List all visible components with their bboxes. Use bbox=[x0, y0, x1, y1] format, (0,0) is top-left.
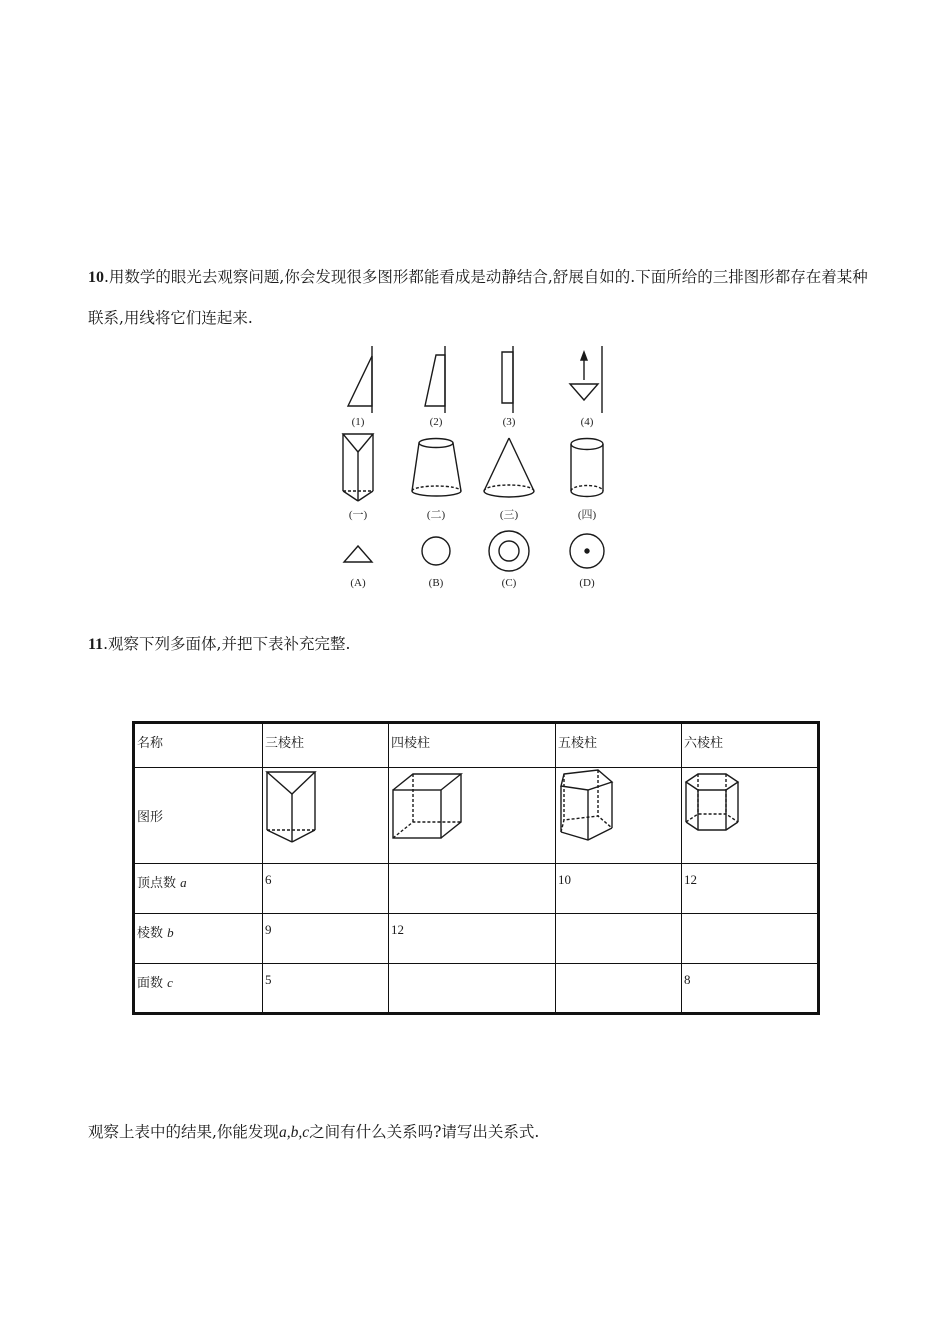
faces-label: 面数 bbox=[137, 976, 164, 991]
header-vertices bbox=[134, 864, 263, 914]
question-11-number: 11 bbox=[88, 636, 104, 653]
figure-solids-of-revolution bbox=[330, 340, 620, 595]
question-11 bbox=[88, 624, 350, 665]
final-question-vars: a,b,c bbox=[278, 1124, 310, 1141]
header-faces bbox=[134, 964, 263, 1014]
question-11-text: .观察下列多面体,并把下表补充完整. bbox=[103, 635, 351, 653]
solid-frustum bbox=[412, 439, 461, 497]
pentagonal-prism-drawing bbox=[558, 768, 678, 860]
table-row-names bbox=[134, 723, 819, 768]
label-c: (C) bbox=[501, 577, 517, 589]
figure-3-rectangle-axis bbox=[502, 346, 513, 413]
cube-drawing bbox=[391, 768, 551, 860]
faces-var: c bbox=[167, 975, 173, 990]
solid-cone bbox=[484, 438, 534, 497]
edges-label: 棱数 bbox=[137, 926, 164, 941]
label-er: (二) bbox=[426, 509, 446, 521]
cell-triangular-prism-figure bbox=[263, 768, 389, 864]
polyhedra-table bbox=[132, 721, 820, 1015]
header-hexagonal-prism: 六棱柱 bbox=[682, 723, 819, 768]
header-pentagonal-prism: 五棱柱 bbox=[556, 723, 682, 768]
header-edges bbox=[134, 914, 263, 964]
cell-edges-penta bbox=[556, 914, 682, 964]
figure-1-triangle-axis bbox=[348, 346, 372, 413]
cell-vertices-hexa: 12 bbox=[682, 864, 819, 914]
label-4: (4) bbox=[580, 416, 594, 428]
cell-edges-quad: 12 bbox=[389, 914, 556, 964]
label-2: (2) bbox=[429, 416, 443, 428]
question-10-text: .用数学的眼光去观察问题,你会发现很多图形都能看成是动静结合,舒展自如的.下面所给的三排图形都存在着某种联系,用线将它们连起来. bbox=[88, 268, 868, 327]
cell-edges-tri: 9 bbox=[263, 914, 389, 964]
triangular-prism-drawing bbox=[265, 768, 385, 860]
final-question bbox=[88, 1112, 539, 1153]
cell-edges-hexa bbox=[682, 914, 819, 964]
final-question-suffix: 之间有什么关系吗?请写出关系式. bbox=[309, 1123, 540, 1141]
edges-var: b bbox=[167, 925, 174, 940]
solid-cylinder bbox=[571, 439, 603, 497]
label-d: (D) bbox=[579, 577, 595, 589]
cell-vertices-penta: 10 bbox=[556, 864, 682, 914]
cell-faces-penta bbox=[556, 964, 682, 1014]
question-10 bbox=[88, 257, 868, 338]
vertices-label: 顶点数 bbox=[137, 876, 177, 891]
plane-circle-with-center bbox=[570, 534, 604, 568]
header-name: 名称 bbox=[134, 723, 263, 768]
final-question-prefix: 观察上表中的结果,你能发现 bbox=[88, 1123, 279, 1141]
solid-triangular-prism bbox=[343, 434, 373, 501]
label-b: (B) bbox=[428, 577, 444, 589]
label-si: (四) bbox=[577, 509, 597, 521]
table-row-edges bbox=[134, 914, 819, 964]
table-row-figures bbox=[134, 768, 819, 864]
vertices-var: a bbox=[180, 875, 187, 890]
cell-faces-tri: 5 bbox=[263, 964, 389, 1014]
label-a: (A) bbox=[350, 577, 366, 589]
header-triangular-prism: 三棱柱 bbox=[263, 723, 389, 768]
figure-2-trapezoid-axis bbox=[425, 346, 445, 413]
hexagonal-prism-drawing bbox=[684, 768, 814, 860]
label-3: (3) bbox=[502, 416, 516, 428]
label-1: (1) bbox=[351, 416, 365, 428]
header-shape: 图形 bbox=[134, 768, 263, 864]
label-san: (三) bbox=[499, 509, 519, 521]
table-row-vertices bbox=[134, 864, 819, 914]
plane-annulus bbox=[489, 531, 529, 571]
cell-faces-hexa: 8 bbox=[682, 964, 819, 1014]
cell-pentagonal-prism-figure bbox=[556, 768, 682, 864]
cell-hexagonal-prism-figure bbox=[682, 768, 819, 864]
plane-triangle bbox=[344, 546, 372, 562]
table-row-faces bbox=[134, 964, 819, 1014]
header-quadrangular-prism: 四棱柱 bbox=[389, 723, 556, 768]
cell-faces-quad bbox=[389, 964, 556, 1014]
plane-circle bbox=[422, 537, 450, 565]
cell-vertices-tri: 6 bbox=[263, 864, 389, 914]
question-10-number: 10 bbox=[88, 269, 104, 286]
label-yi: (一) bbox=[348, 509, 368, 521]
cell-quadrangular-prism-figure bbox=[389, 768, 556, 864]
cell-vertices-quad bbox=[389, 864, 556, 914]
figure-4-triangle-arrow-line bbox=[570, 346, 602, 413]
